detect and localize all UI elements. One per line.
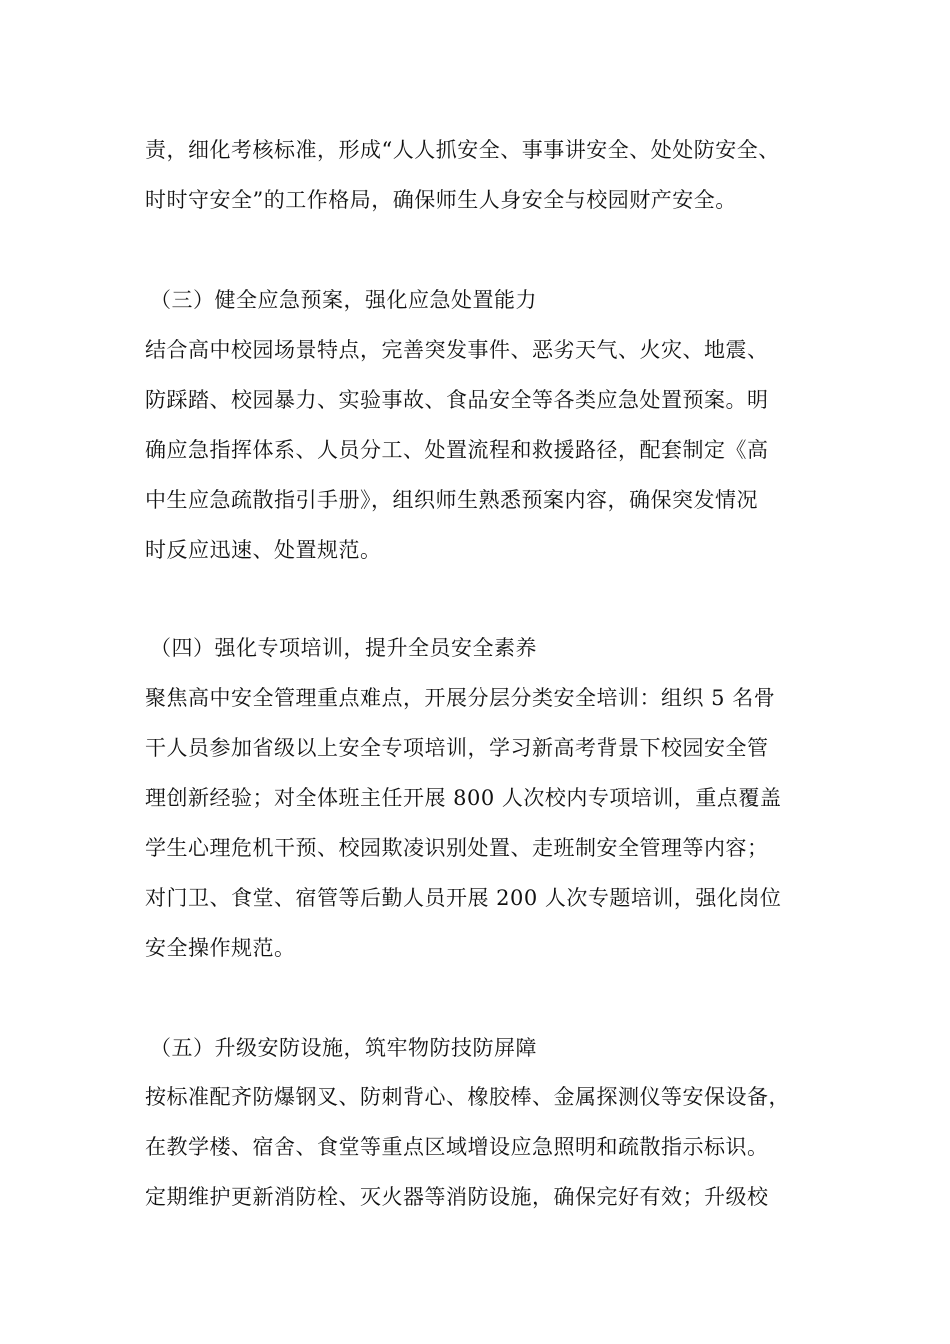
- paragraph-line: 防踩踏、校园暴力、实验事故、食品安全等各类应急处置预案。明: [145, 388, 769, 412]
- paragraph-line: 按标准配齐防爆钢叉、防刺背心、橡胶棒、金属探测仪等安保设备，: [145, 1085, 790, 1109]
- paragraph-line: 安全操作规范。: [145, 936, 296, 960]
- section-heading: （三）健全应急预案，强化应急处置能力: [150, 288, 537, 312]
- paragraph-line: 对门卫、食堂、宿管等后勤人员开展 200 人次专题培训，强化岗位: [145, 886, 782, 910]
- section-heading: （五）升级安防设施，筑牢物防技防屏障: [150, 1036, 537, 1060]
- paragraph-line: 确应急指挥体系、人员分工、处置流程和救援路径，配套制定《高: [145, 438, 769, 462]
- paragraph-line: 聚焦高中安全管理重点难点，开展分层分类安全培训：组织 5 名骨: [145, 686, 776, 710]
- paragraph-line: 时反应迅速、处置规范。: [145, 538, 382, 562]
- paragraph-line: 中生应急疏散指引手册》，组织师生熟悉预案内容，确保突发情况: [145, 488, 758, 512]
- section-heading: （四）强化专项培训，提升全员安全素养: [150, 636, 537, 660]
- paragraph-line: 结合高中校园场景特点，完善突发事件、恶劣天气、火灾、地震、: [145, 338, 769, 362]
- paragraph-line: 理创新经验；对全体班主任开展 800 人次校内专项培训，重点覆盖: [145, 786, 782, 810]
- paragraph-line: 责，细化考核标准，形成“人人抓安全、事事讲安全、处处防安全、: [145, 138, 780, 162]
- paragraph-line: 时时守安全”的工作格局，确保师生人身安全与校园财产安全。: [145, 188, 737, 212]
- paragraph-line: 定期维护更新消防栓、灭火器等消防设施，确保完好有效；升级校: [145, 1185, 769, 1209]
- paragraph-line: 学生心理危机干预、校园欺凌识别处置、走班制安全管理等内容；: [145, 836, 769, 860]
- paragraph-line: 在教学楼、宿舍、食堂等重点区域增设应急照明和疏散指示标识。: [145, 1135, 769, 1159]
- paragraph-line: 干人员参加省级以上安全专项培训，学习新高考背景下校园安全管: [145, 736, 769, 760]
